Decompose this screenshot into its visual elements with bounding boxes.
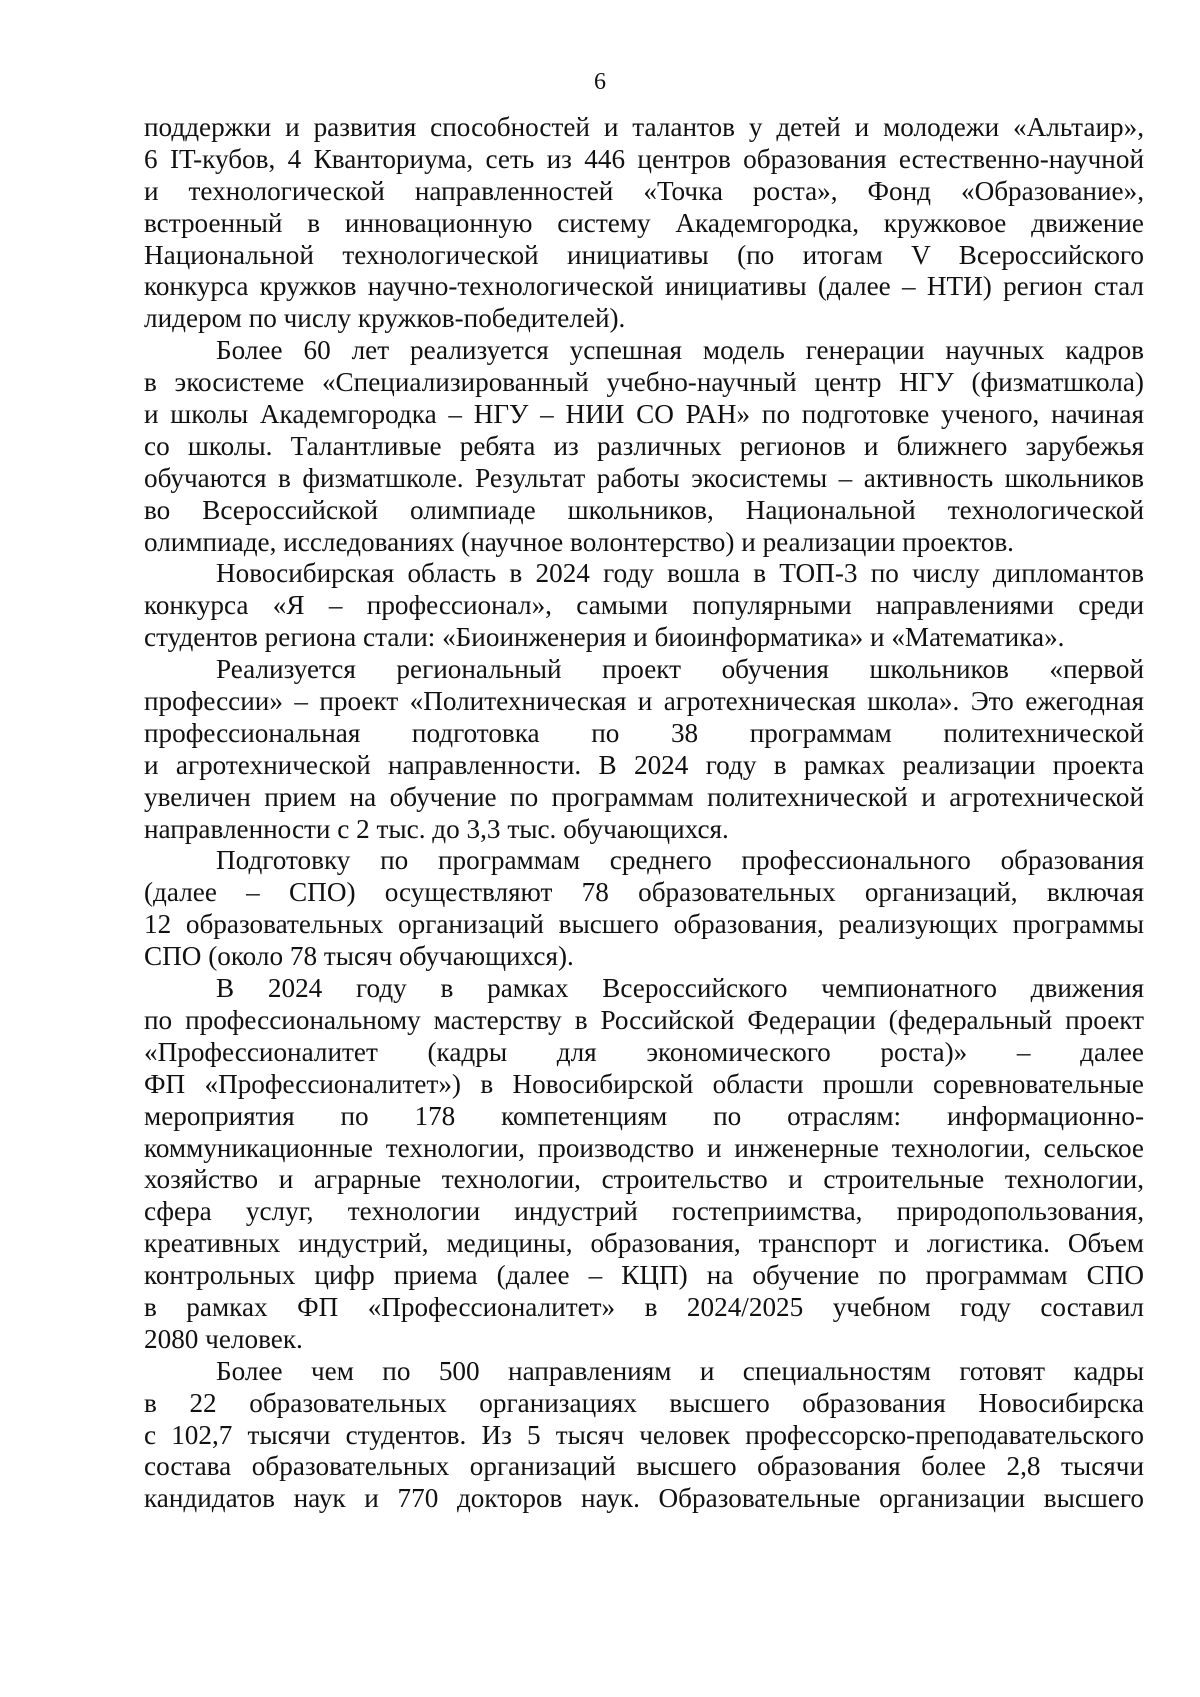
text-line: мероприятия по 178 компетенциям по отраслям: информационно- bbox=[144, 1100, 1144, 1131]
text-line: обучаются в физматшколе. Результат работы экосистемы – активность школьников bbox=[144, 462, 1144, 493]
text-line: конкурса кружков научно-технологической инициативы (далее – НТИ) регион стал bbox=[144, 271, 1144, 302]
text-line: хозяйство и аграрные технологии, строительство и строительные технологии, bbox=[144, 1164, 1144, 1195]
text-line: со школы. Талантливые ребята из различных регионов и ближнего зарубежья bbox=[144, 430, 1144, 461]
text-line: профессиональная подготовка по 38 программам политехнической bbox=[144, 717, 1144, 748]
document-body bbox=[144, 112, 1144, 1515]
text-line: и технологической направленностей «Точка роста», Фонд «Образование», bbox=[144, 175, 1144, 206]
text-line: «Профессионалитет (кадры для экономического роста)» – далее bbox=[144, 1036, 1144, 1067]
text-line: состава образовательных организаций высшего образования более 2,8 тысячи bbox=[144, 1451, 1144, 1482]
text-line: (далее – СПО) осуществляют 78 образовательных организаций, включая bbox=[144, 877, 1144, 908]
text-line: в 22 образовательных организациях высшего образования Новосибирска bbox=[144, 1387, 1144, 1418]
text-line: направленности с 2 тыс. до 3,3 тыс. обучающихся. bbox=[144, 813, 729, 844]
paragraph-first-line: Более чем по 500 направлениям и специальностям готовят кадры bbox=[216, 1355, 1144, 1386]
page-number: 6 bbox=[594, 69, 606, 95]
text-line: и агротехнической направленности. В 2024 году в рамках реализации проекта bbox=[144, 749, 1144, 780]
text-line: Национальной технологической инициативы (по итогам V Всероссийского bbox=[144, 239, 1144, 270]
text-line: с 102,7 тысячи студентов. Из 5 тысяч человек профессорско-преподавательского bbox=[144, 1419, 1144, 1450]
text-line: СПО (около 78 тысяч обучающихся). bbox=[144, 941, 574, 972]
text-line: студентов региона стали: «Биоинженерия и биоинформатика» и «Математика». bbox=[144, 622, 1065, 653]
text-line: конкурса «Я – профессионал», самыми популярными направлениями среди bbox=[144, 590, 1144, 621]
text-line: встроенный в инновационную систему Академгородка, кружковое движение bbox=[144, 207, 1144, 238]
text-line: профессии» – проект «Политехническая и агротехническая школа». Это ежегодная bbox=[144, 686, 1144, 717]
text-line: и школы Академгородка – НГУ – НИИ СО РАН» по подготовке ученого, начиная bbox=[144, 399, 1144, 430]
text-line: 2080 человек. bbox=[144, 1323, 303, 1354]
text-line: ФП «Профессионалитет») в Новосибирской области прошли соревновательные bbox=[144, 1068, 1144, 1099]
text-line: 12 образовательных организаций высшего образования, реализующих программы bbox=[144, 909, 1144, 940]
paragraph-first-line: Более 60 лет реализуется успешная модель генерации научных кадров bbox=[216, 335, 1144, 366]
text-line: по профессиональному мастерству в Российской Федерации (федеральный проект bbox=[144, 1004, 1144, 1035]
text-line: лидером по числу кружков-победителей). bbox=[144, 303, 626, 334]
paragraph-first-line: В 2024 году в рамках Всероссийского чемпионатного движения bbox=[216, 973, 1144, 1004]
text-line: кандидатов наук и 770 докторов наук. Образовательные организации высшего bbox=[144, 1483, 1144, 1514]
paragraph-first-line: Реализуется региональный проект обучения школьников «первой bbox=[216, 654, 1144, 685]
text-line: коммуникационные технологии, производство и инженерные технологии, сельское bbox=[144, 1132, 1144, 1163]
text-line: увеличен прием на обучение по программам политехнической и агротехнической bbox=[144, 781, 1144, 812]
text-line: поддержки и развития способностей и талантов у детей и молодежи «Альтаир», bbox=[144, 112, 1144, 142]
text-line: олимпиаде, исследованиях (научное волонтерство) и реализации проектов. bbox=[144, 526, 1014, 557]
text-line: в экосистеме «Специализированный учебно-научный центр НГУ (физматшкола) bbox=[144, 367, 1144, 398]
text-line: сфера услуг, технологии индустрий гостеприимства, природопользования, bbox=[144, 1196, 1144, 1227]
text-line: 6 IT-кубов, 4 Кванториума, сеть из 446 центров образования естественно-научной bbox=[144, 143, 1144, 174]
text-line: в рамках ФП «Профессионалитет» в 2024/2025 учебном году составил bbox=[144, 1291, 1144, 1322]
text-line: контрольных цифр приема (далее – КЦП) на обучение по программам СПО bbox=[144, 1260, 1144, 1291]
text-line: креативных индустрий, медицины, образования, транспорт и логистика. Объем bbox=[144, 1228, 1144, 1259]
paragraph-first-line: Подготовку по программам среднего профессионального образования bbox=[216, 845, 1144, 876]
text-line: во Всероссийской олимпиаде школьников, Национальной технологической bbox=[144, 494, 1144, 525]
paragraph-first-line: Новосибирская область в 2024 году вошла в ТОП-3 по числу дипломантов bbox=[216, 558, 1144, 589]
